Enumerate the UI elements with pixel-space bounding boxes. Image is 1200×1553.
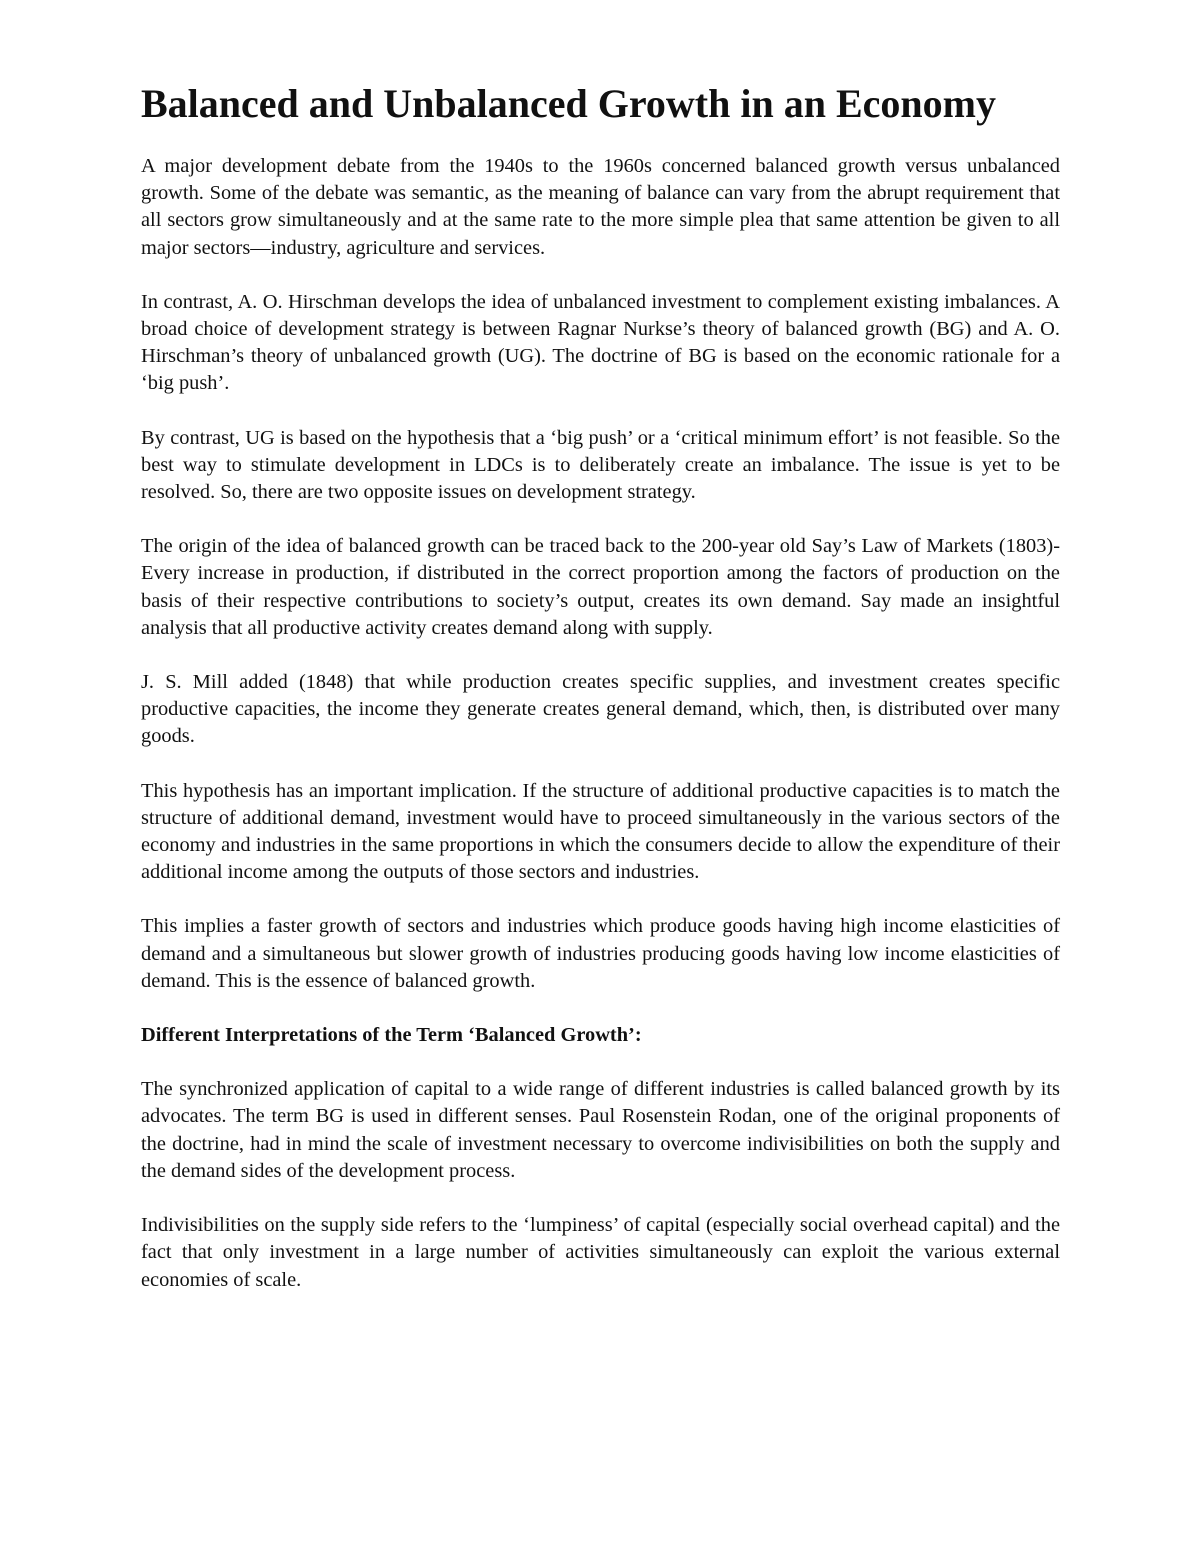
paragraph-ug-hypothesis: By contrast, UG is based on the hypothesis that a ‘big push’ or a ‘critical minimum effort’ is not feasible. So the best way to stimulate development in LDCs is to deliberately create an imbalance. The issue is yet to be resolved. So, there are two opposite issues on development strategy. (141, 426, 1060, 504)
document-page (141, 78, 1060, 1321)
paragraph-essence-balanced-growth: This implies a faster growth of sectors and industries which produce goods having high income elasticities of demand and a simultaneous but slower growth of industries producing goods having low income elasticities of demand. This is the essence of balanced growth. (141, 915, 1060, 992)
section-subheading: Different Interpretations of the Term ‘Balanced Growth’: (141, 1024, 642, 1047)
paragraph-js-mill: J. S. Mill added (1848) that while production creates specific supplies, and investment creates specific productive capacities, the income they generate creates general demand, which, then, is distributed over many goods. (141, 671, 1060, 748)
paragraph-indivisibilities-supply: Indivisibilities on the supply side refers to the ‘lumpiness’ of capital (especially social overhead capital) and the fact that only investment in a large number of activities simultaneously can exploit the various external economies of scale. (141, 1214, 1060, 1291)
paragraph-hirschman-contrast: In contrast, A. O. Hirschman develops the idea of unbalanced investment to complement existing imbalances. A broad choice of development strategy is between Ragnar Nurkse’s theory of balanced growth (BG) and A. O. Hirschman’s theory of unbalanced growth (UG). The doctrine of BG is based on the economic rationale for a ‘big push’. (141, 290, 1060, 395)
paragraph-hypothesis-implication: This hypothesis has an important implication. If the structure of additional productive capacities is to match the structure of additional demand, investment would have to proceed simultaneously in the various sectors of the economy and industries in the same proportions in which the consumers decide to allow the expenditure of their additional income among the outputs of those sectors and industries. (141, 779, 1060, 884)
document-title: Balanced and Unbalanced Growth in an Economy (141, 81, 996, 126)
paragraph-says-law: The origin of the idea of balanced growth can be traced back to the 200-year old Say’s Law of Markets (1803)- Every increase in production, if distributed in the correct proportion among the factors of production on the basis of their respective contributions to society’s output, creates its own demand. Say made an insightful analysis that all productive activity creates demand along with supply. (141, 535, 1060, 639)
paragraph-synchronized-application: The synchronized application of capital to a wide range of different industries is called balanced growth by its advocates. The term BG is used in different senses. Paul Rosenstein Rodan, one of the original proponents of the doctrine, had in mind the scale of investment necessary to overcome indivisibilities on both the supply and the demand sides of the development process. (141, 1078, 1060, 1182)
paragraph-balanced-debate: A major development debate from the 1940s to the 1960s concerned balanced growth versus unbalanced growth. Some of the debate was semantic, as the meaning of balance can vary from the abrupt requirement that all sectors grow simultaneously and at the same rate to the more simple plea that same attention be given to all major sectors—industry, agriculture and services. (141, 155, 1060, 259)
